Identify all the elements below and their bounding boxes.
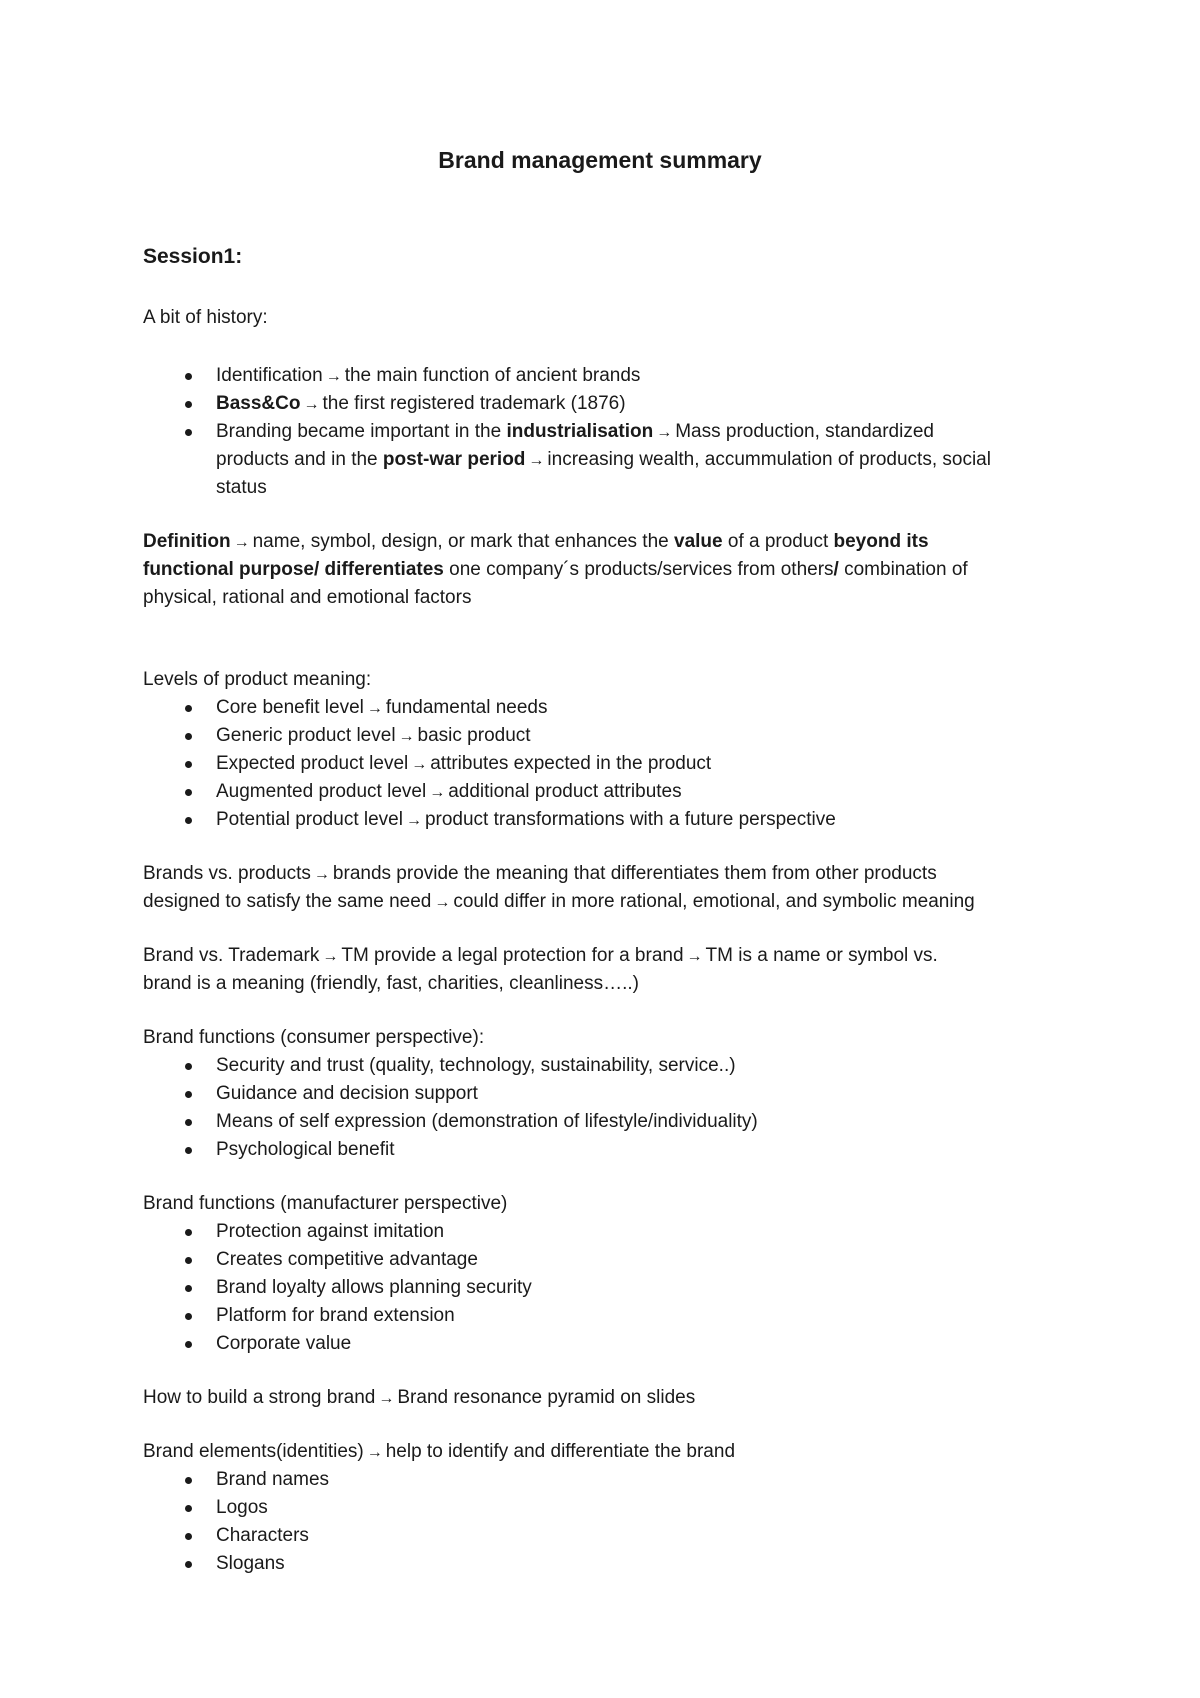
consumer-item: Security and trust (quality, technology, sustainability, service..) <box>216 1055 736 1076</box>
arrow-icon: → <box>434 894 451 911</box>
page-title: Brand management summary <box>438 147 762 173</box>
bullet-dot <box>185 1229 192 1236</box>
arrow-icon: → <box>686 948 703 965</box>
manufacturer-item: Protection against imitation <box>216 1221 445 1242</box>
arrow-icon: → <box>313 866 330 883</box>
consumer-heading: Brand functions (consumer perspective): <box>143 1027 485 1048</box>
arrow-icon: → <box>528 452 545 469</box>
arrow-icon: → <box>233 534 250 551</box>
levels-item: Potential product level → product transformations with a future perspective <box>216 806 836 835</box>
brands-vs-products-line-2: designed to satisfy the same need → could differ in more rational, emotional, and symbolic meaning <box>143 888 975 917</box>
definition-line-1: Definition → name, symbol, design, or mark that enhances the value of a product beyond its <box>143 528 929 557</box>
bullet-dot <box>185 1341 192 1348</box>
history-item-1: Identification → the main function of ancient brands <box>216 362 640 391</box>
consumer-item: Means of self expression (demonstration of lifestyle/individuality) <box>216 1111 758 1132</box>
history-item-3-line-3: status <box>216 477 267 498</box>
history-item-3: Branding became important in the industrialisation → Mass production, standardized <box>216 418 934 447</box>
brand-vs-trademark-line-2: brand is a meaning (friendly, fast, charities, cleanliness…..) <box>143 973 639 994</box>
levels-item: Expected product level → attributes expected in the product <box>216 750 711 779</box>
bullet-dot <box>185 1285 192 1292</box>
bullet-dot <box>185 1063 192 1070</box>
levels-item: Core benefit level → fundamental needs <box>216 694 548 723</box>
arrow-icon: → <box>366 700 383 717</box>
levels-item: Augmented product level → additional product attributes <box>216 778 682 807</box>
session-heading: Session1: <box>143 245 243 268</box>
consumer-item: Psychological benefit <box>216 1139 395 1160</box>
bullet-dot <box>185 1091 192 1098</box>
bullet-dot <box>185 789 192 796</box>
bullet-dot <box>185 1313 192 1320</box>
bullet-dot <box>185 705 192 712</box>
arrow-icon: → <box>378 1390 395 1407</box>
brands-vs-products-line-1: Brands vs. products → brands provide the meaning that differentiates them from other products <box>143 860 937 889</box>
bullet-dot <box>185 401 192 408</box>
elements-item: Brand names <box>216 1469 330 1490</box>
arrow-icon: → <box>366 1444 383 1461</box>
manufacturer-item: Platform for brand extension <box>216 1305 455 1326</box>
manufacturer-item: Brand loyalty allows planning security <box>216 1277 532 1298</box>
bullet-dot <box>185 817 192 824</box>
definition-line-2: functional purpose/ differentiates one company´s products/services from others/ combination of <box>143 559 968 580</box>
arrow-icon: → <box>411 756 428 773</box>
bullet-dot <box>185 1533 192 1540</box>
arrow-icon: → <box>429 784 446 801</box>
history-item-2: Bass&Co → the first registered trademark (1876) <box>216 390 626 419</box>
consumer-item: Guidance and decision support <box>216 1083 478 1104</box>
elements-heading: Brand elements(identities) → help to identify and differentiate the brand <box>143 1438 735 1467</box>
bullet-dot <box>185 429 192 436</box>
bullet-dot <box>185 1119 192 1126</box>
bullet-dot <box>185 1257 192 1264</box>
arrow-icon: → <box>325 368 342 385</box>
arrow-icon: → <box>303 396 320 413</box>
arrow-icon: → <box>405 812 422 829</box>
bullet-dot <box>185 373 192 380</box>
manufacturer-item: Corporate value <box>216 1333 352 1354</box>
manufacturer-heading: Brand functions (manufacturer perspective) <box>143 1193 508 1214</box>
definition-line-3: physical, rational and emotional factors <box>143 587 472 608</box>
bullet-dot <box>185 1505 192 1512</box>
bullet-dot <box>185 1477 192 1484</box>
arrow-icon: → <box>656 424 673 441</box>
manufacturer-item: Creates competitive advantage <box>216 1249 478 1270</box>
bullet-dot <box>185 1561 192 1568</box>
elements-item: Characters <box>216 1525 309 1546</box>
brand-vs-trademark-line-1: Brand vs. Trademark → TM provide a legal protection for a brand → TM is a name or symbol vs. <box>143 942 938 971</box>
arrow-icon: → <box>322 948 339 965</box>
elements-item: Logos <box>216 1497 268 1518</box>
bullet-dot <box>185 733 192 740</box>
levels-item: Generic product level → basic product <box>216 722 531 751</box>
arrow-icon: → <box>398 728 415 745</box>
history-heading: A bit of history: <box>143 307 268 328</box>
levels-heading: Levels of product meaning: <box>143 669 372 690</box>
bullet-dot <box>185 761 192 768</box>
strong-brand-line: How to build a strong brand → Brand resonance pyramid on slides <box>143 1384 695 1413</box>
elements-item: Slogans <box>216 1553 285 1574</box>
bullet-dot <box>185 1147 192 1154</box>
history-item-3-line-2: products and in the post-war period → increasing wealth, accummulation of products, social <box>216 446 991 475</box>
